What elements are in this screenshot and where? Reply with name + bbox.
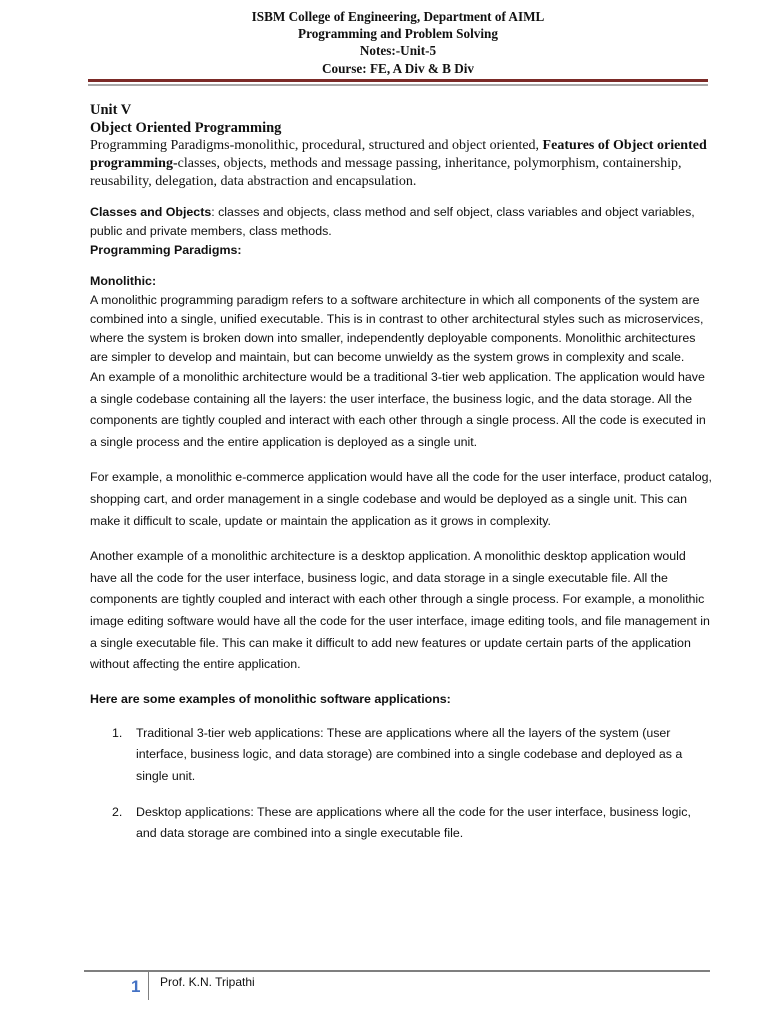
header-rule-thin [88,84,708,86]
subject-name: Programming and Problem Solving [298,26,498,42]
footer-author: Prof. K.N. Tripathi [160,975,255,989]
list-item-text: Desktop applications: These are applications where all the code for the user interface, business logic, and data storage are combined into a single executable file. [136,804,691,841]
list-item-number: 1. [112,725,123,740]
notes-label: Notes:-Unit-5 [359,43,437,59]
page-number: 1 [131,977,141,996]
examples-heading: Here are some examples of monolithic software applications: [90,691,451,706]
unit-topic: Object Oriented Programming [90,120,282,136]
footer-rule [84,970,710,972]
header-rule-thick [88,79,708,82]
list-item-text: Traditional 3-tier web applications: These are applications where all the layers of the system (user interface, business logic, and data storage) are combined into a single codebase and deployed as a single unit. [136,725,683,783]
classes-paragraph [90,203,712,241]
monolithic-para-2: An example of a monolithic architecture would be a traditional 3-tier web application. The application would have a single codebase containing all the layers: the user interface, the business logic, and the data storage. All the components are tightly coupled and interact with each other through a single process. All the code is executed in a single process and the entire application is deployed as a single unit. [90,370,706,449]
footer-separator [148,972,149,1000]
course-label: Course: FE, A Div & B Div [321,60,475,76]
monolithic-para-1: A monolithic programming paradigm refers to a software architecture in which all components of the system are combined into a single, unified executable. This is in contrast to other architectural styles such as microservices, where the system is broken down into smaller, independently deployable components. Monolithic architectures are simpler to develop and maintain, but can become unwieldy as the system grows in complexity and scale. [90,293,704,364]
classes-text: : classes and objects, class method and self object, class variables and object variables, public and private members, class methods. [90,205,695,238]
paradigms-heading: Programming Paradigms: [90,243,242,257]
syllabus-paragraph [90,137,712,191]
examples-list [90,723,712,845]
college-name: ISBM College of Engineering, Department of AIML [251,9,545,24]
classes-label: Classes and Objects [90,205,212,219]
monolithic-para-3: For example, a monolithic e-commerce application would have all the code for the user interface, product catalog, shopping cart, and order management in a single codebase and would be deployed as a single unit. This can make it difficult to scale, update or maintain the application as it grows in complexity. [90,470,712,528]
syllabus-bold: Features of Object oriented programming- [90,138,707,171]
monolithic-para-4: Another example of a monolithic architecture is a desktop application. A monolithic desktop application would have all the code for the user interface, business logic, and data storage in a single executable file. All the components are tightly coupled and interact with each other through a single process. For example, a monolithic image editing software would have all the code for the user interface, image editing tools, and file management in a single executable file. This can make it difficult to add new features or update certain parts of the application without affecting the entire application. [90,549,710,672]
list-item [90,802,712,845]
unit-title: Unit V [90,102,132,118]
syllabus-lead: Programming Paradigms-monolithic, procedural, structured and object oriented, [90,138,543,153]
document-header [88,8,708,77]
list-item-number: 2. [112,804,123,819]
monolithic-heading: Monolithic: [90,274,157,288]
syllabus-rest: classes, objects, methods and message passing, inheritance, polymorphism, containership, reusability, delegation, data abstraction and encapsulation. [90,156,682,189]
list-item [90,723,712,788]
document-body [90,101,712,845]
